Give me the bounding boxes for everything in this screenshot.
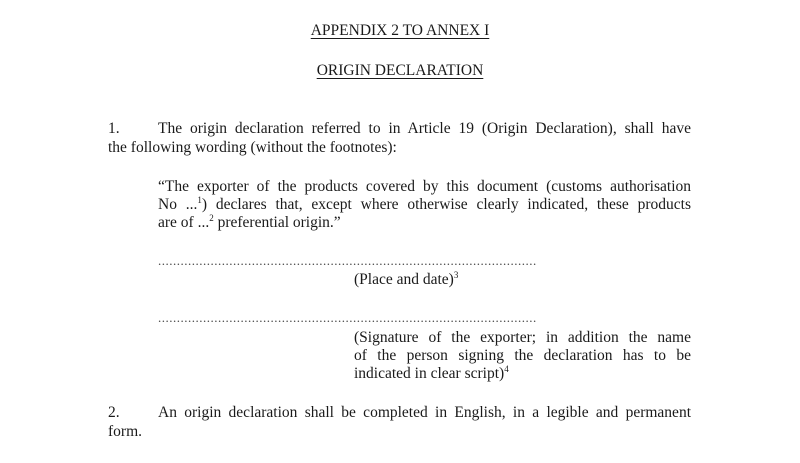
para1-line1: The origin declaration referred to in Article 19 (Origin Declaration), shall have (158, 120, 691, 137)
signature-line3: indicated in clear script)$^4$ (354, 364, 509, 382)
place-date-label: (Place and date)$^3$ (354, 270, 459, 288)
page-title: APPENDIX 2 TO ANNEX I (310, 22, 490, 39)
footnote-ref-1: 1 (197, 195, 202, 205)
para2-number: 2. (108, 404, 120, 421)
para2-line2: form. (108, 423, 143, 440)
footnote-ref-2: 2 (209, 213, 214, 223)
footnote-ref-3: 3 (453, 270, 459, 280)
place-date-dotted-line: ..................................................................................................... (158, 253, 537, 268)
quote-line1: “The exporter of the products covered by this document (customs authorisation (158, 178, 691, 195)
quote-line3: are of ...$^2$ preferential origin.” (158, 213, 341, 231)
para2-line1: An origin declaration shall be completed in English, in a legible and permanent (158, 404, 691, 421)
signature-line1: (Signature of the exporter; in addition the name (354, 329, 691, 346)
para1-line2: the following wording (without the footnotes): (108, 139, 397, 156)
footnote-ref-4: 4 (504, 364, 509, 374)
para1-number: 1. (108, 120, 120, 137)
signature-dotted-line: ..................................................................................................... (158, 310, 537, 325)
quote-line2: No ...$^1$) declares that, except where otherwise clearly indicated, these products (158, 195, 691, 213)
section-title: ORIGIN DECLARATION (316, 62, 484, 79)
signature-line2: of the person signing the declaration has to be (354, 347, 691, 364)
